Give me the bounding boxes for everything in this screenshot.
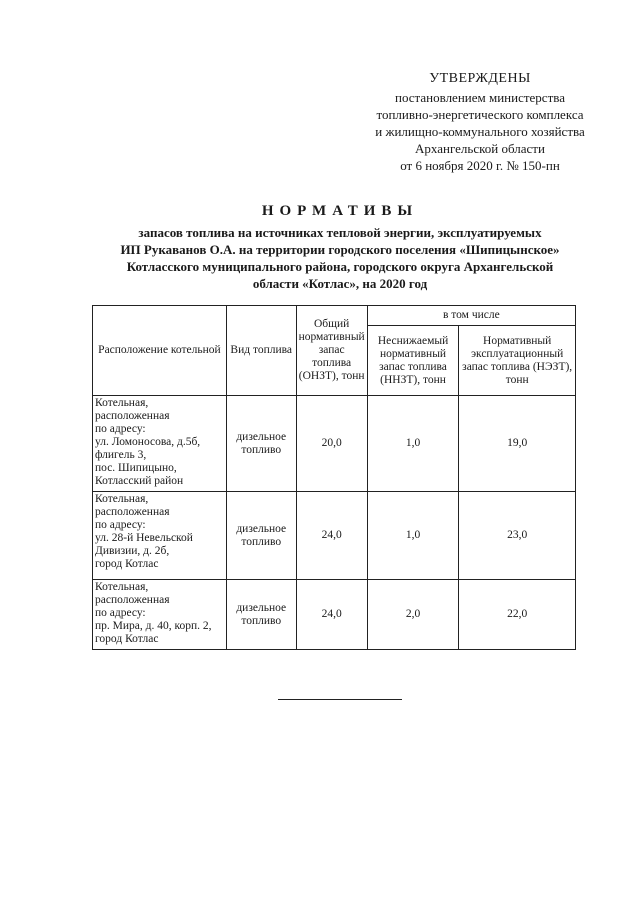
- location-line: пр. Мира, д. 40, корп. 2,: [95, 620, 212, 632]
- closing-rule-line: [278, 699, 402, 700]
- location-line: по адресу:: [95, 519, 146, 531]
- nezt-cell: 22,0: [459, 580, 576, 650]
- nnzt-cell: 1,0: [367, 492, 459, 580]
- location-line: по адресу:: [95, 607, 146, 619]
- nnzt-cell: 1,0: [367, 396, 459, 492]
- header-fuel-type: Вид топлива: [226, 306, 296, 396]
- location-line: Котельная,: [95, 493, 149, 505]
- nezt-cell: 19,0: [459, 396, 576, 492]
- total-cell: 20,0: [296, 396, 367, 492]
- table-row: [93, 492, 576, 580]
- approval-line: постановлением министерства: [394, 90, 565, 105]
- location-line: расположенная: [95, 594, 170, 606]
- location-line: пос. Шипицыно,: [95, 462, 177, 474]
- norms-table: [92, 305, 576, 650]
- approval-line: и жилищно-коммунального хозяйства: [375, 124, 585, 139]
- header-including: в том числе: [367, 306, 575, 326]
- location-line: расположенная: [95, 410, 170, 422]
- total-cell: 24,0: [296, 492, 367, 580]
- document-subtitle-line: ИП Рукаванов О.А. на территории городского поселения «Шипицынское»: [120, 242, 560, 257]
- approval-line: от 6 ноября 2020 г. № 150-пн: [400, 158, 560, 173]
- fuel-cell: дизельное топливо: [226, 396, 296, 492]
- header-nezt: Нормативный эксплуатационный запас топлива (НЭЗТ), тонн: [459, 326, 576, 396]
- location-line: ул. Ломоносова, д.5б,: [95, 436, 201, 448]
- table-row: [93, 396, 576, 492]
- location-line: Котласский район: [95, 475, 184, 487]
- location-line: Котельная,: [95, 397, 149, 409]
- location-line: Дивизии, д. 2б,: [95, 545, 170, 557]
- header-nnzt: Неснижаемый нормативный запас топлива (ННЗТ), тонн: [367, 326, 459, 396]
- document-title: НОРМАТИВЫ: [261, 203, 419, 219]
- header-total-reserve: Общий нормативный запас топлива (ОНЗТ), тонн: [296, 306, 367, 396]
- header-location: Расположение котельной: [93, 306, 227, 396]
- total-cell: 24,0: [296, 580, 367, 650]
- table-row: [93, 580, 576, 650]
- location-line: город Котлас: [95, 558, 159, 570]
- approval-heading: УТВЕРЖДЕНЫ: [429, 71, 531, 86]
- location-line: расположенная: [95, 506, 170, 518]
- location-line: Котельная,: [95, 581, 149, 593]
- fuel-cell: дизельное топливо: [226, 580, 296, 650]
- location-cell: [93, 396, 227, 492]
- document-subtitle-line: запасов топлива на источниках тепловой энергии, эксплуатируемых: [138, 225, 542, 240]
- location-line: по адресу:: [95, 423, 146, 435]
- approval-line: Архангельской области: [415, 141, 545, 156]
- nnzt-cell: 2,0: [367, 580, 459, 650]
- approval-line: топливно-энергетического комплекса: [376, 107, 584, 122]
- location-cell: [93, 580, 227, 650]
- document-subtitle-line: Котласского муниципального района, городского округа Архангельской: [126, 259, 554, 274]
- approval-block: [330, 70, 630, 174]
- location-cell: [93, 492, 227, 580]
- title-block: [80, 203, 600, 292]
- location-line: город Котлас: [95, 633, 159, 645]
- location-line: ул. 28-й Невельской: [95, 532, 193, 544]
- nezt-cell: 23,0: [459, 492, 576, 580]
- document-subtitle-line: области «Котлас», на 2020 год: [252, 276, 428, 291]
- fuel-cell: дизельное топливо: [226, 492, 296, 580]
- location-line: флигель 3,: [95, 449, 147, 461]
